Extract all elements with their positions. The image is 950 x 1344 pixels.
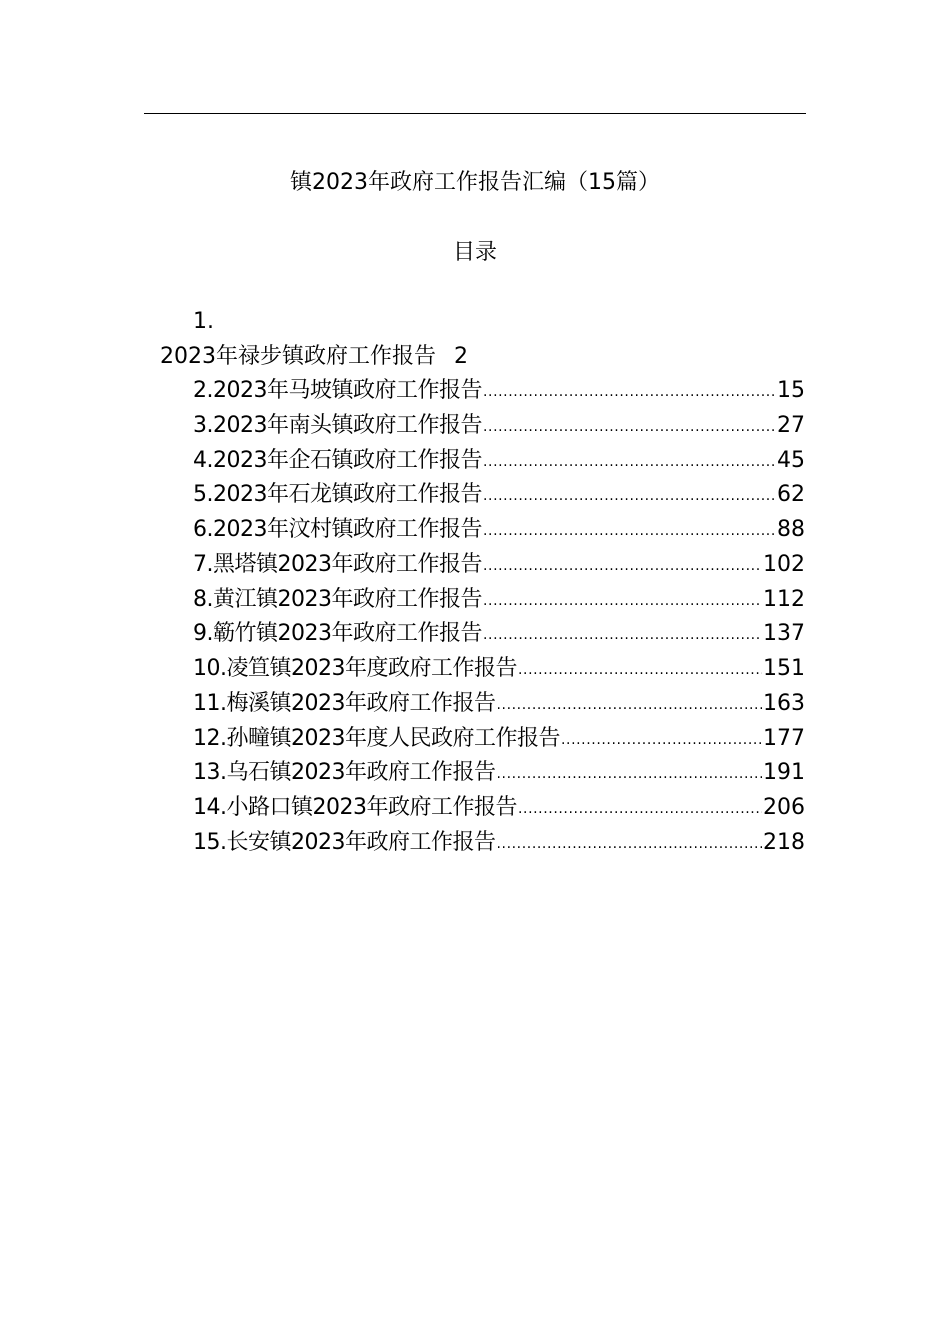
toc-entry-page: 88 (777, 517, 805, 542)
dot-leader (496, 755, 762, 791)
toc-list (193, 374, 805, 861)
toc-entry-page: 151 (763, 656, 805, 681)
toc-entry-page: 102 (763, 551, 805, 577)
toc-entry-page: 137 (763, 621, 805, 647)
toc-entry-page: 112 (763, 586, 805, 612)
dot-leader (561, 721, 762, 757)
dot-leader (483, 616, 762, 652)
toc-heading: 目录 (452, 240, 497, 265)
dot-leader (496, 686, 762, 722)
toc-entry-title: 6.2023年汶村镇政府工作报告 (193, 517, 482, 542)
toc-entry-page: 191 (763, 760, 805, 786)
toc-entry-11[interactable] (193, 687, 805, 722)
toc-entry-1-number[interactable]: 1. (193, 309, 214, 334)
toc-entry-12[interactable] (193, 722, 805, 757)
document-title: 镇2023年政府工作报告汇编（15篇） (290, 170, 660, 195)
toc-entry-page: 45 (777, 447, 805, 473)
toc-entry-1[interactable] (160, 340, 468, 374)
toc-entry-title: 3.2023年南头镇政府工作报告 (193, 412, 482, 438)
toc-entry-title: 7.黑塔镇2023年政府工作报告 (193, 551, 482, 577)
toc-entry-page: 15 (777, 378, 805, 403)
toc-entry-4[interactable] (193, 444, 805, 479)
toc-entry-8[interactable] (193, 583, 805, 618)
toc-entry-title: 12.孙疃镇2023年度人民政府工作报告 (193, 725, 560, 751)
dot-leader (496, 825, 762, 861)
toc-entry-title: 15.长安镇2023年政府工作报告 (193, 829, 496, 855)
toc-entry-title: 8.黄江镇2023年政府工作报告 (193, 586, 482, 612)
toc-entry-2[interactable] (193, 374, 805, 409)
dot-leader (483, 373, 776, 409)
toc-entry-page: 206 (763, 795, 805, 820)
toc-entry-title: 14.小路口镇2023年政府工作报告 (193, 795, 517, 820)
toc-entry-page: 62 (777, 482, 805, 508)
toc-entry-title: 5.2023年石龙镇政府工作报告 (193, 482, 482, 508)
toc-entry-title: 11.梅溪镇2023年政府工作报告 (193, 690, 496, 716)
toc-entry-title: 2.2023年马坡镇政府工作报告 (193, 378, 482, 403)
toc-entry-15[interactable] (193, 826, 805, 861)
dot-leader (518, 790, 762, 826)
toc-entry-9[interactable] (193, 617, 805, 652)
dot-leader (483, 547, 762, 583)
dot-leader (518, 651, 762, 687)
toc-entry-5[interactable] (193, 478, 805, 513)
toc-entry-title: 9.簕竹镇2023年政府工作报告 (193, 621, 482, 647)
toc-entry-page: 2 (454, 344, 468, 369)
toc-entry-title: 2023年禄步镇政府工作报告 (160, 344, 436, 369)
dot-leader (483, 443, 776, 479)
dot-leader (483, 582, 762, 618)
toc-entry-title: 10.凌笪镇2023年度政府工作报告 (193, 656, 517, 681)
toc-entry-page: 177 (763, 725, 805, 751)
toc-entry-6[interactable] (193, 513, 805, 548)
toc-entry-14[interactable] (193, 791, 805, 826)
toc-entry-10[interactable] (193, 652, 805, 687)
toc-entry-page: 218 (763, 829, 805, 855)
toc-entry-page: 163 (763, 690, 805, 716)
toc-entry-13[interactable] (193, 756, 805, 791)
header-rule (144, 113, 806, 114)
toc-entry-7[interactable] (193, 548, 805, 583)
dot-leader (483, 477, 776, 513)
toc-entry-page: 27 (777, 412, 805, 438)
toc-entry-title: 13.乌石镇2023年政府工作报告 (193, 760, 496, 786)
dot-leader (483, 408, 776, 444)
toc-entry-3[interactable] (193, 409, 805, 444)
dot-leader (483, 512, 776, 548)
toc-entry-title: 4.2023年企石镇政府工作报告 (193, 447, 482, 473)
